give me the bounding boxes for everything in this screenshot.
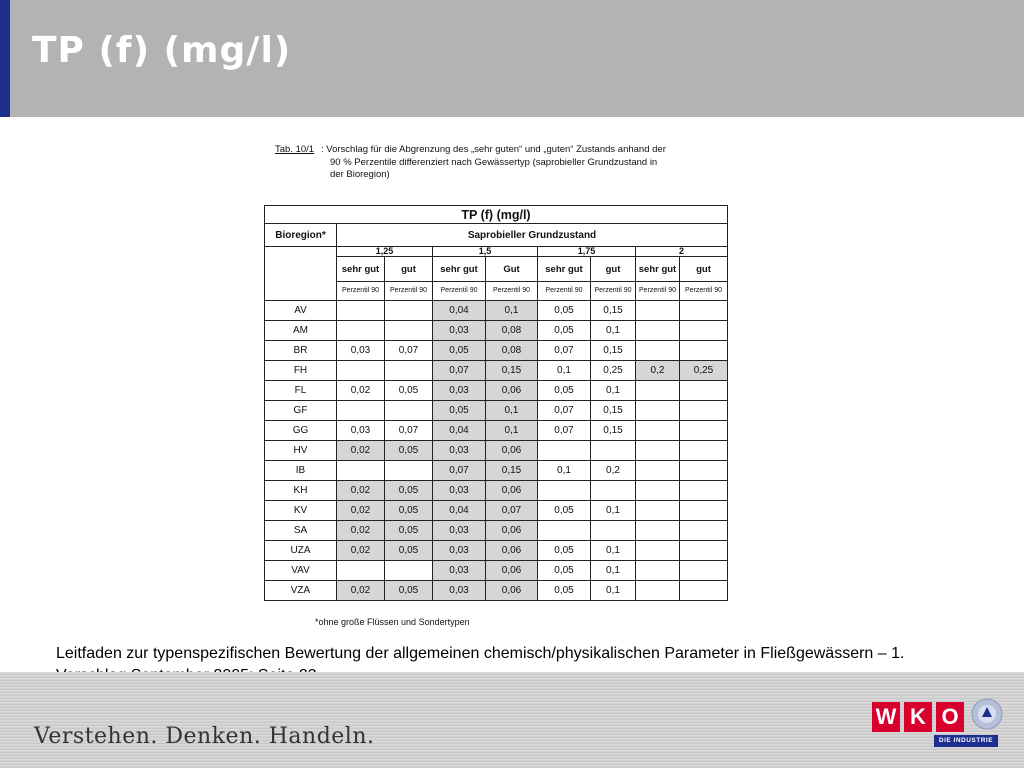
region-label: UZA xyxy=(265,541,337,561)
status-header-5: sehr gut xyxy=(538,257,591,282)
value-cell xyxy=(385,361,433,381)
saprobic-level-4: 2 xyxy=(636,247,728,257)
value-cell: 0,03 xyxy=(433,581,486,601)
region-label: VZA xyxy=(265,581,337,601)
value-cell: 0,06 xyxy=(486,581,538,601)
table-row xyxy=(265,441,728,461)
value-cell: 0,05 xyxy=(385,381,433,401)
value-cell xyxy=(636,321,680,341)
table-title: TP (f) (mg/l) xyxy=(265,206,728,224)
table-row xyxy=(265,381,728,401)
table-row xyxy=(265,361,728,381)
value-cell xyxy=(636,481,680,501)
value-cell: 0,07 xyxy=(538,401,591,421)
status-header-4: Gut xyxy=(486,257,538,282)
table-row xyxy=(265,581,728,601)
value-cell: 0,15 xyxy=(591,421,636,441)
value-cell xyxy=(680,401,728,421)
value-cell: 0,05 xyxy=(538,501,591,521)
value-cell: 0,04 xyxy=(433,421,486,441)
value-cell xyxy=(337,301,385,321)
value-cell: 0,03 xyxy=(433,381,486,401)
percentile-header-6: Perzentil 90 xyxy=(591,282,636,301)
header-accent-bar xyxy=(0,0,10,117)
table-row xyxy=(265,321,728,341)
value-cell: 0,06 xyxy=(486,521,538,541)
scanned-table-document xyxy=(263,140,733,630)
table-row xyxy=(265,501,728,521)
value-cell: 0,15 xyxy=(591,301,636,321)
value-cell xyxy=(538,481,591,501)
value-cell xyxy=(636,461,680,481)
status-header-6: gut xyxy=(591,257,636,282)
value-cell: 0,05 xyxy=(538,321,591,341)
table-row xyxy=(265,341,728,361)
region-label: AM xyxy=(265,321,337,341)
value-cell xyxy=(680,341,728,361)
value-cell xyxy=(680,421,728,441)
value-cell: 0,02 xyxy=(337,541,385,561)
value-cell xyxy=(680,541,728,561)
region-label: GF xyxy=(265,401,337,421)
value-cell xyxy=(337,401,385,421)
percentile-header-7: Perzentil 90 xyxy=(636,282,680,301)
value-cell: 0,05 xyxy=(433,341,486,361)
value-cell: 0,07 xyxy=(486,501,538,521)
saprobic-level-2: 1,5 xyxy=(433,247,538,257)
value-cell xyxy=(385,561,433,581)
value-cell xyxy=(680,301,728,321)
value-cell: 0,05 xyxy=(433,401,486,421)
value-cell xyxy=(636,381,680,401)
value-cell: 0,25 xyxy=(591,361,636,381)
value-cell: 0,1 xyxy=(591,561,636,581)
wko-logo xyxy=(872,702,1004,748)
value-cell: 0,02 xyxy=(337,481,385,501)
region-label: SA xyxy=(265,521,337,541)
saprobic-level-1: 1,25 xyxy=(337,247,433,257)
value-cell: 0,1 xyxy=(591,581,636,601)
value-cell xyxy=(337,361,385,381)
value-cell xyxy=(636,521,680,541)
value-cell: 0,1 xyxy=(591,501,636,521)
table-row xyxy=(265,421,728,441)
value-cell xyxy=(385,461,433,481)
table-row xyxy=(265,461,728,481)
value-cell: 0,03 xyxy=(433,321,486,341)
value-cell: 0,1 xyxy=(538,461,591,481)
value-cell: 0,05 xyxy=(385,441,433,461)
table-row xyxy=(265,301,728,321)
value-cell: 0,1 xyxy=(591,541,636,561)
saprobic-group-header: Saprobieller Grundzustand xyxy=(337,224,728,247)
value-cell: 0,05 xyxy=(385,481,433,501)
status-header-8: gut xyxy=(680,257,728,282)
value-cell: 0,07 xyxy=(385,421,433,441)
value-cell xyxy=(538,441,591,461)
value-cell: 0,06 xyxy=(486,561,538,581)
value-cell: 0,15 xyxy=(591,341,636,361)
value-cell: 0,15 xyxy=(591,401,636,421)
value-cell xyxy=(385,321,433,341)
value-cell: 0,15 xyxy=(486,361,538,381)
value-cell: 0,06 xyxy=(486,541,538,561)
value-cell: 0,02 xyxy=(337,441,385,461)
value-cell xyxy=(385,301,433,321)
value-cell: 0,05 xyxy=(538,541,591,561)
value-cell: 0,05 xyxy=(385,501,433,521)
value-cell xyxy=(385,401,433,421)
value-cell: 0,02 xyxy=(337,521,385,541)
value-cell xyxy=(337,561,385,581)
slide-title: TP (f) (mg/l) xyxy=(32,30,292,71)
value-cell: 0,03 xyxy=(337,421,385,441)
bioregion-header-spacer xyxy=(265,247,337,301)
value-cell xyxy=(591,441,636,461)
slide-header xyxy=(0,0,1024,117)
value-cell: 0,2 xyxy=(636,361,680,381)
caption-line-1: : Vorschlag für die Abgrenzung des „sehr guten“ und „guten“ Zustands anhand der xyxy=(321,144,666,155)
region-label: BR xyxy=(265,341,337,361)
value-cell xyxy=(636,501,680,521)
value-cell: 0,07 xyxy=(385,341,433,361)
table-row xyxy=(265,561,728,581)
value-cell xyxy=(636,401,680,421)
value-cell xyxy=(591,481,636,501)
value-cell xyxy=(636,301,680,321)
percentile-header-1: Perzentil 90 xyxy=(337,282,385,301)
logo-letter-w: W xyxy=(872,702,900,732)
status-header-1: sehr gut xyxy=(337,257,385,282)
value-cell: 0,05 xyxy=(538,581,591,601)
table-row xyxy=(265,481,728,501)
value-cell xyxy=(636,541,680,561)
value-cell xyxy=(636,421,680,441)
table-footnote: *ohne große Flüssen und Sondertypen xyxy=(315,617,470,627)
region-label: FH xyxy=(265,361,337,381)
percentile-header-8: Perzentil 90 xyxy=(680,282,728,301)
bioregion-header: Bioregion* xyxy=(265,224,337,247)
value-cell xyxy=(680,501,728,521)
region-label: IB xyxy=(265,461,337,481)
region-label: VAV xyxy=(265,561,337,581)
value-cell xyxy=(636,441,680,461)
value-cell: 0,05 xyxy=(385,521,433,541)
region-label: KH xyxy=(265,481,337,501)
percentile-header-3: Perzentil 90 xyxy=(433,282,486,301)
status-header-3: sehr gut xyxy=(433,257,486,282)
percentile-header-2: Perzentil 90 xyxy=(385,282,433,301)
value-cell xyxy=(636,341,680,361)
slogan: Verstehen. Denken. Handeln. xyxy=(34,724,375,749)
value-cell: 0,03 xyxy=(433,481,486,501)
value-cell xyxy=(680,461,728,481)
value-cell: 0,1 xyxy=(591,381,636,401)
value-cell xyxy=(680,581,728,601)
value-cell xyxy=(538,521,591,541)
value-cell: 0,07 xyxy=(433,461,486,481)
footer-band xyxy=(0,672,1024,768)
value-cell xyxy=(636,581,680,601)
region-label: AV xyxy=(265,301,337,321)
value-cell: 0,25 xyxy=(680,361,728,381)
value-cell: 0,03 xyxy=(433,441,486,461)
value-cell: 0,06 xyxy=(486,441,538,461)
table-row xyxy=(265,521,728,541)
value-cell: 0,05 xyxy=(538,381,591,401)
value-cell: 0,04 xyxy=(433,501,486,521)
percentile-header-4: Perzentil 90 xyxy=(486,282,538,301)
logo-subtitle: DIE INDUSTRIE xyxy=(934,735,998,747)
value-cell xyxy=(337,321,385,341)
value-cell: 0,07 xyxy=(538,341,591,361)
value-cell: 0,1 xyxy=(486,401,538,421)
value-cell: 0,03 xyxy=(433,521,486,541)
value-cell: 0,03 xyxy=(337,341,385,361)
logo-emblem-icon xyxy=(970,697,1004,731)
value-cell xyxy=(680,521,728,541)
value-cell xyxy=(680,381,728,401)
table-reference: Tab. 10/1 xyxy=(275,144,315,155)
value-cell: 0,02 xyxy=(337,501,385,521)
logo-letter-k: K xyxy=(904,702,932,732)
value-cell: 0,04 xyxy=(433,301,486,321)
value-cell: 0,03 xyxy=(433,541,486,561)
value-cell: 0,1 xyxy=(591,321,636,341)
table-row xyxy=(265,401,728,421)
source-citation: Leitfaden zur typenspezifischen Bewertung der allgemeinen chemisch/physikalischen Parameter in Fließgewässern – 1. xyxy=(56,645,905,662)
region-label: FL xyxy=(265,381,337,401)
value-cell: 0,08 xyxy=(486,341,538,361)
value-cell xyxy=(680,481,728,501)
table-row xyxy=(265,541,728,561)
value-cell xyxy=(337,461,385,481)
value-cell: 0,03 xyxy=(433,561,486,581)
value-cell: 0,05 xyxy=(385,581,433,601)
value-cell: 0,07 xyxy=(433,361,486,381)
value-cell xyxy=(680,561,728,581)
value-cell: 0,06 xyxy=(486,481,538,501)
value-cell xyxy=(636,561,680,581)
value-cell: 0,05 xyxy=(538,301,591,321)
value-cell: 0,07 xyxy=(538,421,591,441)
region-label: HV xyxy=(265,441,337,461)
region-label: GG xyxy=(265,421,337,441)
status-header-7: sehr gut xyxy=(636,257,680,282)
saprobic-level-3: 1,75 xyxy=(538,247,636,257)
value-cell xyxy=(680,441,728,461)
value-cell: 0,05 xyxy=(385,541,433,561)
value-cell: 0,06 xyxy=(486,381,538,401)
status-header-2: gut xyxy=(385,257,433,282)
region-label: KV xyxy=(265,501,337,521)
phosphorus-threshold-table xyxy=(264,205,728,601)
value-cell: 0,15 xyxy=(486,461,538,481)
value-cell xyxy=(680,321,728,341)
value-cell xyxy=(591,521,636,541)
value-cell: 0,1 xyxy=(486,301,538,321)
caption-line-2: 90 % Perzentile differenziert nach Gewässertyp (saprobieller Grundzustand in xyxy=(330,156,658,168)
value-cell: 0,1 xyxy=(538,361,591,381)
caption-line-3: der Bioregion) xyxy=(330,169,390,180)
value-cell: 0,02 xyxy=(337,581,385,601)
percentile-header-5: Perzentil 90 xyxy=(538,282,591,301)
value-cell: 0,2 xyxy=(591,461,636,481)
value-cell: 0,08 xyxy=(486,321,538,341)
value-cell: 0,1 xyxy=(486,421,538,441)
value-cell: 0,02 xyxy=(337,381,385,401)
value-cell: 0,05 xyxy=(538,561,591,581)
logo-letter-o: O xyxy=(936,702,964,732)
